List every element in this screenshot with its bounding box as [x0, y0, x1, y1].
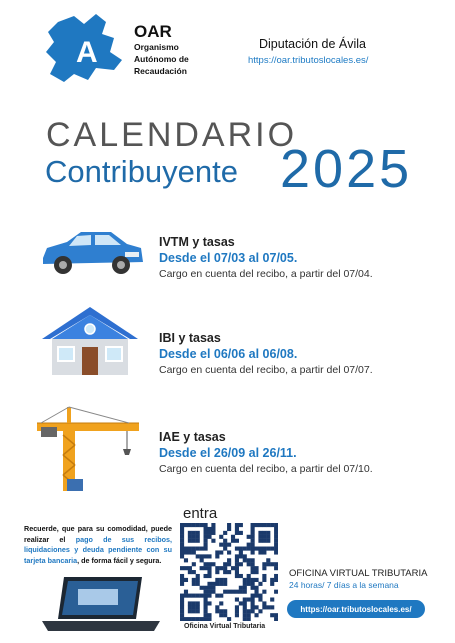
reminder-highlight: pago de sus recibos, liquidaciones y deuda pendiente con su tarjeta bancaria — [24, 534, 172, 565]
tax-dates-ivtm: Desde el 07/03 al 07/05. — [159, 251, 298, 265]
oar-logo — [44, 12, 128, 84]
ovt-title: OFICINA VIRTUAL TRIBUTARIA — [289, 568, 428, 579]
tax-dates-ibi: Desde el 06/06 al 06/08. — [159, 347, 298, 361]
org-line-1: Organismo — [134, 42, 179, 52]
calendar-title: CALENDARIO — [46, 116, 298, 154]
reminder-text-2: , de forma fácil y segura. — [77, 555, 162, 565]
payment-reminder — [24, 524, 172, 566]
org-full-name — [134, 41, 244, 77]
calendar-subtitle: Contribuyente — [45, 154, 239, 189]
tax-dates-iae: Desde el 26/09 al 26/11. — [159, 446, 297, 460]
portal-url-button[interactable]: https://oar.tributoslocales.es/ — [287, 600, 425, 618]
ovt-hours: 24 horas/ 7 días a la semana — [289, 580, 399, 590]
tax-note-ivtm: Cargo en cuenta del recibo, a partir del 07/04. — [159, 268, 373, 280]
calendar-year: 2025 — [280, 139, 413, 199]
qr-caption: Oficina Virtual Tributaria — [184, 623, 266, 630]
diputacion-url-link[interactable]: https://oar.tributoslocales.es/ — [248, 55, 369, 66]
tax-title-ivtm: IVTM y tasas — [159, 235, 235, 249]
diputacion-name: Diputación de Ávila — [259, 37, 367, 51]
org-line-3: Recaudación — [134, 66, 187, 76]
laptop-icon — [38, 575, 164, 633]
tax-title-iae: IAE y tasas — [159, 430, 226, 444]
tax-note-ibi: Cargo en cuenta del recibo, a partir del 07/07. — [159, 364, 373, 376]
qr-code-icon[interactable] — [180, 523, 278, 621]
tax-note-iae: Cargo en cuenta del recibo, a partir del 07/10. — [159, 463, 373, 475]
org-line-2: Autónomo de — [134, 54, 189, 64]
org-short-name: OAR — [134, 22, 172, 41]
house-icon — [38, 305, 142, 377]
reminder-text-1: Recuerde, que para su comodidad, puede realizar el — [24, 524, 172, 544]
entra-label: entra — [183, 505, 218, 522]
logo-letter: A — [76, 36, 98, 69]
crane-icon — [33, 405, 143, 495]
car-icon — [37, 228, 147, 278]
tax-title-ibi: IBI y tasas — [159, 331, 221, 345]
